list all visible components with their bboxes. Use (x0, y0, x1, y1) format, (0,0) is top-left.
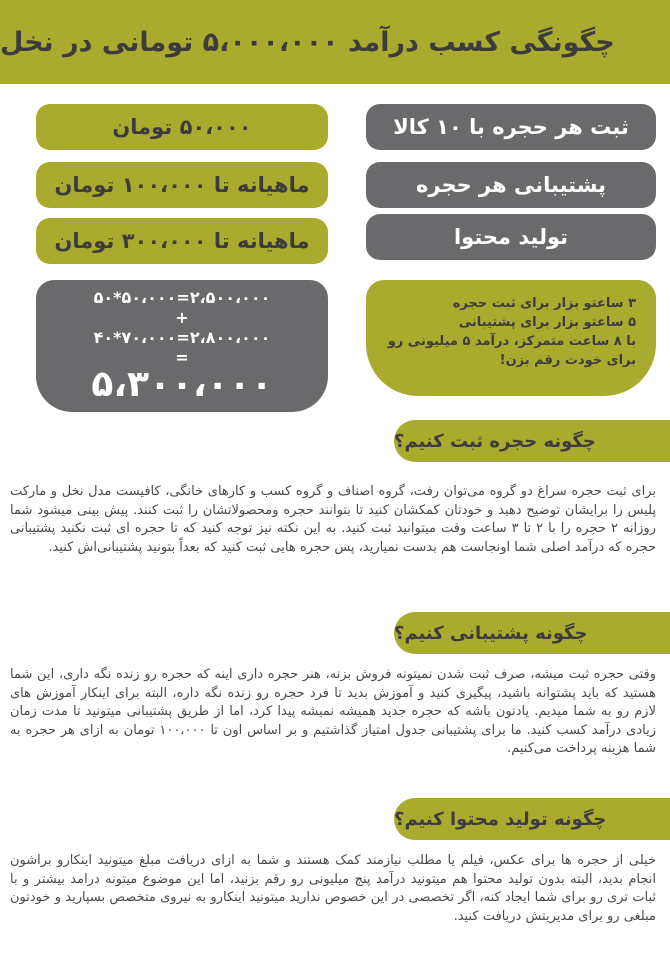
row-3-value: ماهیانه تا ۳۰۰،۰۰۰ تومان (36, 218, 328, 264)
tip-3: با ۸ ساعت متمرکز، درآمد ۵ میلیونی رو (387, 334, 636, 349)
tip-2: ۵ ساعتو بزار برای پشتیبانی (458, 315, 636, 330)
calc-equals: = (175, 348, 189, 367)
calculation-box (36, 280, 328, 412)
tip-1: ۳ ساعتو بزار برای ثبت حجره (452, 296, 636, 311)
row-1-value: ۵۰،۰۰۰ تومان (36, 104, 328, 150)
row-1-label: ثبت هر حجره با ۱۰ کالا (366, 104, 656, 150)
section-title-content: چگونه تولید محتوا کنیم؟ (394, 798, 670, 840)
calc-total: ۵،۳۰۰،۰۰۰ (91, 364, 273, 405)
section-body-support: وقتی حجره ثبت میشه، صرف ثبت شدن نمیتونه فروش بزنه، هنر حجره داری اینه که حجره رو زنده نگه داری، این شما هستید که باید پشتوانه باشید، پیگیری کنید و آموزش بدید تا فرد حجره رو زنده نگه داره، البته برای اینکار آموزش های لازم رو به شما میدیم. یادتون باشه که حجره جدید همیشه نمیشه پیدا کرد، اما از طریق پشتیبانی میتونید تا مدت زمان زیادی درآمد کسب کنید. ما برای پشتیبانی جدول امتیاز گذاشتیم و بر اساس اون تا ۱۰۰،۰۰۰ تومان به ازای هر حجره به شما هزینه پرداخت می‌کنیم. (10, 667, 656, 756)
row-2-label: پشتیبانی هر حجره (366, 162, 656, 208)
page-title: چگونگی کسب درآمد ۵،۰۰۰،۰۰۰ تومانی در نخل (0, 26, 615, 58)
section-title-register: چگونه حجره ثبت کنیم؟ (394, 420, 670, 462)
calc-line-1: ۵۰*۵۰،۰۰۰=۲،۵۰۰،۰۰۰ (93, 288, 271, 307)
row-2-value: ماهیانه تا ۱۰۰،۰۰۰ تومان (36, 162, 328, 208)
section-body-register: برای ثبت حجره سراغ دو گروه می‌توان رفت، گروه اصناف و گروه کسب و کارهای خانگی، کافیست مدل نخل و مارکت پلیس را برایشان توضیح دهید و خودتان کمکشان کنید تا بتوانند حجره ومحصولاتشان را ثبت کنند. پیش بینی میشود شما روزانه ۲ حجره را با ۲ تا ۳ ساعت وقت میتوانید ثبت کنید. به این نکته نیز توجه کنید که تا حجره ای ثبت نکنید پشتیبانی حجره که درآمد اصلی شما اونجاست هم بدست نمیارید، پس حجره هایی ثبت کنید که بعداً بتونید پشتیبانی‌اش کنید. (10, 484, 656, 555)
tips-box (366, 280, 656, 396)
section-title-support: چگونه پشتیبانی کنیم؟ (394, 612, 670, 654)
calc-plus: + (175, 308, 189, 327)
row-3-label: تولید محتوا (366, 214, 656, 260)
tip-4: برای خودت رقم بزن! (499, 353, 636, 368)
section-body-content: خیلی از حجره ها برای عکس، فیلم یا مطلب نیازمند کمک هستند و شما به ازای دریافت مبلغ میتونید اینکارو براشون انجام بدید، البته بدون تولید محتوا هم میتونید درآمد پنج میلیونی رو رقم بزنید، اما این موضوع میتونه درامد بیشتر و با ثبات تری رو برای شما ایجاد کنه، اگر تخصصی در این خصوص ندارید میتونید اینکارو به نیروی متخصص بسپارید و خودتون مبلغی رو برای مدیریتش دریافت کنید. (10, 853, 656, 924)
calc-line-2: ۴۰*۷۰،۰۰۰=۲،۸۰۰،۰۰۰ (93, 328, 271, 347)
